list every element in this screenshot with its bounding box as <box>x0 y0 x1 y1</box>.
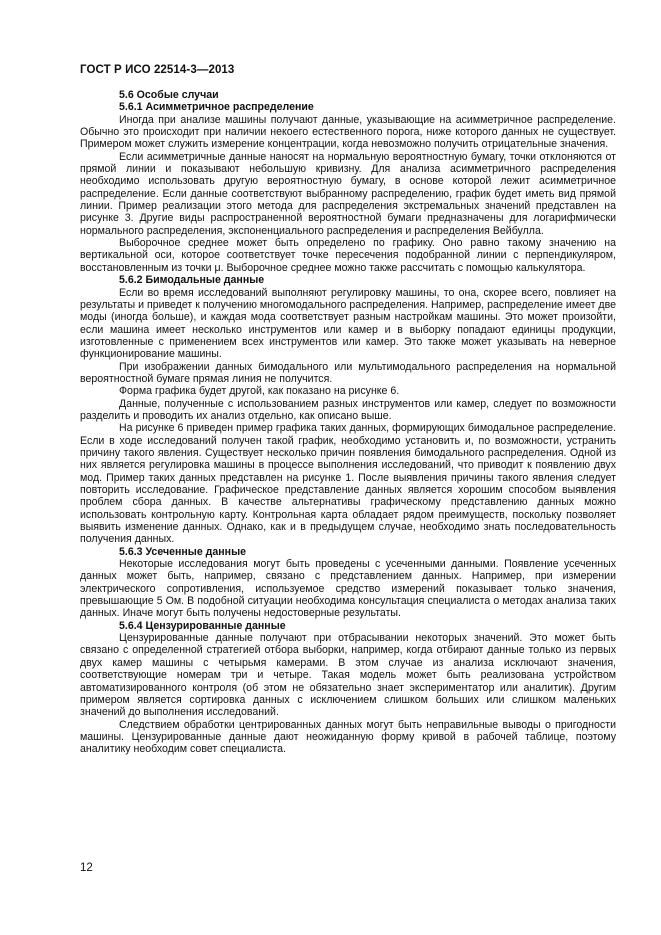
document-body <box>80 89 616 756</box>
section-heading: 5.6.4 Цензурированные данные <box>119 619 286 632</box>
page-number: 12 <box>80 862 93 874</box>
document-header: ГОСТ Р ИСО 22514-3—2013 <box>80 64 235 76</box>
body-paragraph: Форма графика будет другой, как показано на рисунке 6. <box>119 385 400 398</box>
body-paragraph: Данные, полученные с использованием разных инструментов или камер, следует по возможности разделить и проводить их анализ отдельно, как описано выше. <box>80 397 616 422</box>
body-paragraph: При изображении данных бимодального или мультимодального распределения на нормальной вероятностной бумаге прямая линия не получится. <box>80 360 616 385</box>
body-paragraph: Цензурированные данные получают при отбрасывании некоторых значений. Это может быть связано с определенной стратегией отбора выборки, например, когда отбирают данные только из первых двух камер машины с четырьмя камерами. В этом случае из анализа исключают значения, соответствующие номерам три и четыре. Такая модель может быть реализована устройством автоматизированного контроля (об этом не обязательно знает экспериментатор или аналитик). Другим примером является сортировка данных с исключением слишком больших или слишком маленьких значений до выполнения исследований. <box>80 632 616 719</box>
body-paragraph: Выборочное среднее может быть определено по графику. Оно равно такому значению на вертикальной оси, которое соответствует точке пересечения подобранной линии с перпендикуляром, восстановленным из точки μ. Выборочное среднее можно также рассчитать с помощью калькулятора. <box>80 237 616 274</box>
section-heading: 5.6.2 Бимодальные данные <box>119 274 265 287</box>
section-heading: 5.6.3 Усеченные данные <box>119 545 247 558</box>
body-paragraph: Иногда при анализе машины получают данные, указывающие на асимметричное распределение. Обычно это происходит при наличии некоего естественного порога, ниже которого данных не существует. Примером может служить измерение концентрации, когда невозможно получить отрицательные значения. <box>80 113 616 151</box>
section-heading: 5.6.1 Асимметричное распределение <box>119 101 314 114</box>
body-paragraph: Следствием обработки центрированных данных могут быть неправильные выводы о пригодности машины. Цензурированные данные дают неожиданную форму кривой в рабочей таблице, поэтому аналитику необходим совет специалиста. <box>80 718 616 756</box>
section-heading: 5.6 Особые случаи <box>119 89 219 101</box>
body-paragraph: Некоторые исследования могут быть проведены с усеченными данными. Появление усеченных данных может быть, например, связано с представлением данных. Например, при измерении электрического сопротивления, используемое средство измерений показывает только значения, превышающие 5 Ом. В подобной ситуации необходима консультация специалиста о методах анализа таких данных. Иначе могут быть получены недостоверные результаты. <box>80 558 616 620</box>
body-paragraph: Если во время исследований выполняют регулировку машины, то она, скорее всего, повлияет на результаты и приведет к получению многомодального распределения. Например, распределение имеет две моды (иногда больше), и каждая мода соответствует разным настройкам машины. Это может произойти, если машина имеет несколько инструментов или камер и в выборку попадают единицы продукции, изготовленные с применением всех инструментов или камер. Это также может указывать на неверное функционирование машины. <box>80 286 616 361</box>
body-paragraph: Если асимметричные данные наносят на нормальную вероятностную бумагу, точки отклоняются от прямой линии и показывают небольшую кривизну. Для анализа асимметричного распределения необходимо использовать другую вероятностную бумагу, в основе которой лежит асимметричное распределение. Если данные соответствуют выбранному распределению, график будет иметь вид прямой линии. Пример реализации этого метода для распределения экстремальных значений представлен на рисунке 3. Другие виды распространенной вероятностной бумаги предназначены для логарифмически нормального распределения, экспоненциального распределения и распределения Вейбулла. <box>80 150 616 237</box>
body-paragraph: На рисунке 6 приведен пример графика таких данных, формирующих бимодальное распределение. Если в ходе исследований получен такой график, необходимо установить и, по возможности, устранить причину такого явления. Существует несколько причин появления бимодального распределения. Одной из них является регулировка машины в процессе выполнения исследований, что приводит к появлению двух мод. Пример таких данных представлен на рисунке 1. После выявления причины такого явления следует повторить исследование. Графическое представление данных является хорошим способом выявления проблем сбора данных. В качестве альтернативы графическому представлению данных можно использовать контрольную карту. Контрольная карта обладает рядом преимуществ, поскольку позволяет выявить изменение данных. Однако, как и в предыдущем случае, необходимо знать последовательность получения данных. <box>80 422 616 546</box>
